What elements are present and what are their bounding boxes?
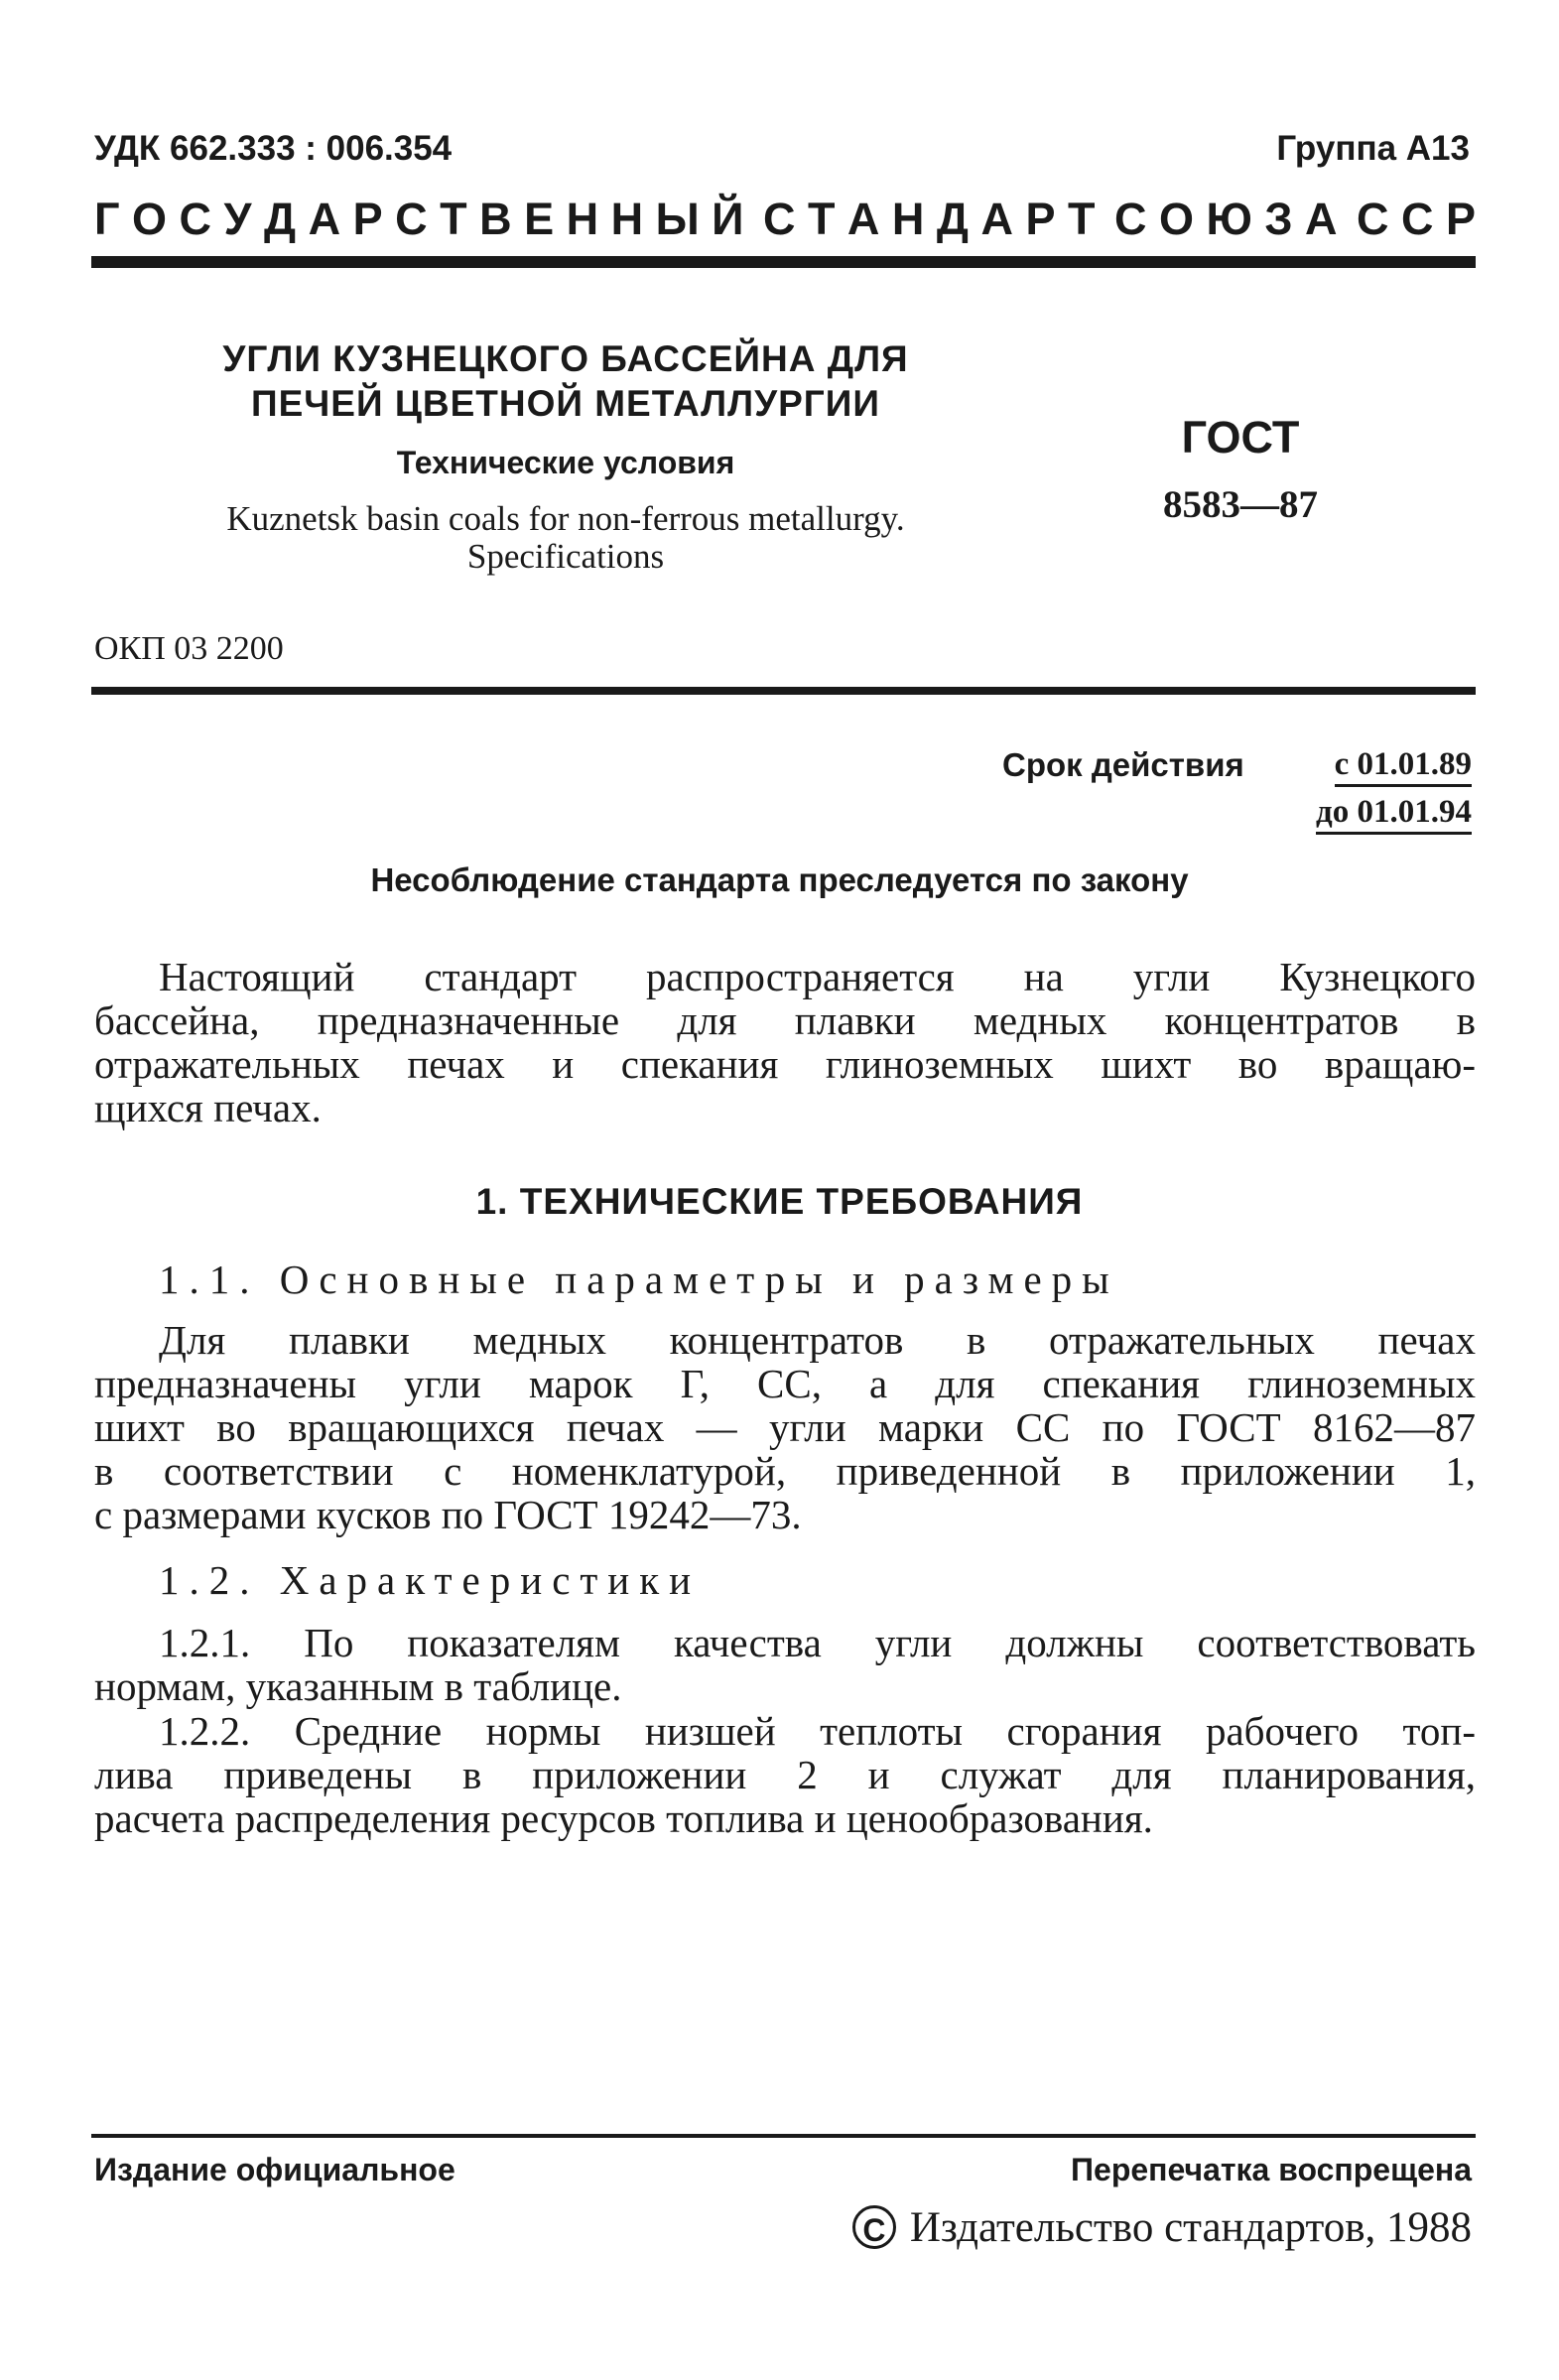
text-line: в соответствии с номенклатурой, приведенной в приложении 1, [94,1448,1476,1494]
banner-word: С С Р [1356,194,1476,244]
text-line: 1.2.2. Средние нормы низшей теплоты сгорания рабочего топ- [159,1708,1476,1754]
text-line: шихт во вращающихся печах — угли марки СС по ГОСТ 8162—87 [94,1404,1476,1450]
group-code: Группа А13 [1276,129,1470,168]
footer-divider [91,2134,1476,2138]
text-line: Настоящий стандарт распространяется на угли Кузнецкого [159,954,1476,999]
title-divider [91,687,1476,695]
header-divider [91,256,1476,268]
banner-word: С О Ю З А [1113,194,1338,244]
banner-word: С Т А Н Д А Р Т [762,194,1096,244]
reprint-notice: Перепечатка воспрещена [1071,2152,1472,2187]
clause-1-2-2 [94,1709,1476,1840]
text-line: расчета распределения ресурсов топлива и ценообразования. [94,1795,1153,1841]
text-line: Для плавки медных концентратов в отражательных печах [159,1317,1476,1363]
publisher: Издательство стандартов, 1988 [909,2204,1472,2251]
clause-1-2-1 [94,1621,1476,1708]
validity-from: с 01.01.89 [1335,746,1472,787]
edition-note: Издание официальное [94,2152,455,2187]
document-subtitle: Технические условия [396,445,735,480]
text-line: с размерами кусков по ГОСТ 19242—73. [94,1492,802,1537]
text-line: нормам, указанным в таблице. [94,1663,622,1709]
state-standard-banner [94,194,1476,245]
text-line: отражательных печах и спекания глиноземных шихт во вращаю- [94,1041,1476,1087]
okp-code: ОКП 03 2200 [94,630,284,667]
gost-number: 8583—87 [1163,483,1318,526]
validity-label: Срок действия [1002,746,1244,783]
text-line: 1.2.1. По показателям качества угли должны соответствовать [159,1620,1476,1665]
validity-to: до 01.01.94 [1316,794,1472,835]
udc-code: УДК 662.333 : 006.354 [94,129,453,168]
intro-paragraph [94,955,1476,1129]
section-title: 1. ТЕХНИЧЕСКИЕ ТРЕБОВАНИЯ [475,1181,1084,1222]
document-title-line-2: ПЕЧЕЙ ЦВЕТНОЙ МЕТАЛЛУРГИИ [251,383,880,424]
banner-word: Г О С У Д А Р С Т В Е Н Н Ы Й [94,194,744,244]
subsection-1-1-title: 1.1. Основные параметры и размеры [159,1256,1119,1302]
text-line: предназначены угли марок Г, СС, а для спекания глиноземных [94,1361,1476,1406]
english-title-line-2: Specifications [466,537,665,576]
document-title-line-1: УГЛИ КУЗНЕЦКОГО БАССЕЙНА ДЛЯ [222,338,909,379]
gost-label: ГОСТ [1181,412,1300,463]
subsection-1-2-title: 1.2. Характеристики [159,1557,702,1603]
copyright-line [852,2203,1472,2253]
subsection-1-1-paragraph [94,1318,1476,1536]
text-line: бассейна, предназначенные для плавки медных концентратов в [94,997,1476,1043]
text-line: лива приведены в приложении 2 и служат для планирования, [94,1752,1476,1797]
text-line: щихся печах. [94,1085,322,1130]
english-title-line-1: Kuznetsk basin coals for non-ferrous metallurgy. [226,499,905,538]
law-notice: Несоблюдение стандарта преследуется по закону [370,861,1189,898]
copyright-icon: C [852,2205,896,2249]
